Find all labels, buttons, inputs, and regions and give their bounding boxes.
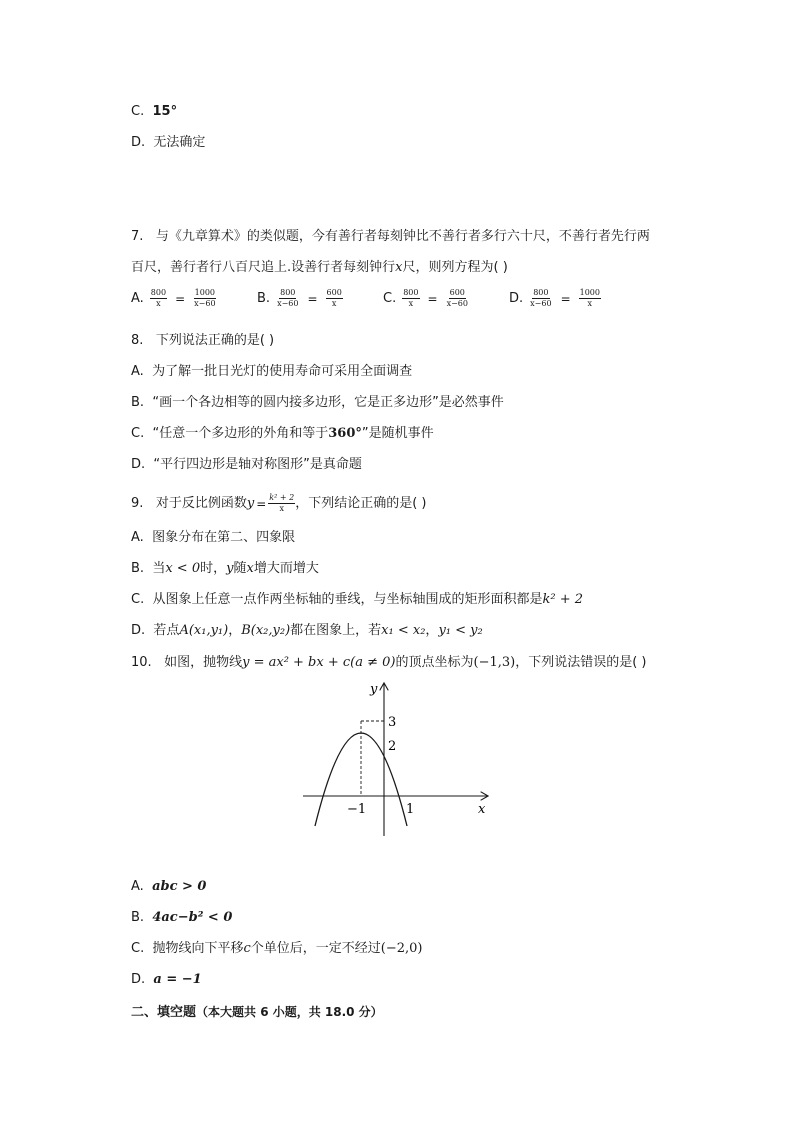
q10-stem: 10. 如图，抛物线y = ax² + bx + c(a ≠ 0)的顶点坐标为(−1,3)，下列说法错误的是( ): [131, 655, 647, 670]
q8-option-b: B. “画一个各边相等的圆内接多边形，它是正多边形”是必然事件: [131, 395, 504, 410]
q7-option-c: C. $\frac{800}{x}$ = $\frac{600}{x-60}$: [383, 288, 468, 308]
q9-option-b: B. 当x < 0时，y随x增大而增大: [131, 561, 319, 576]
q7-option-a: A. $\frac{800}{x}$ = $\frac{1000}{x-60}$: [131, 288, 216, 308]
label-one: 1: [406, 802, 415, 817]
q7-stem-line2: 百尺，善行者行八百尺追上.设善行者每刻钟行x尺，则列方程为( ): [131, 260, 508, 275]
q8-option-d: D. “平行四边形是轴对称图形”是真命题: [131, 457, 362, 472]
q9-option-d: D. 若点A(x₁,y₁)，B(x₂,y₂)都在图象上，若x₁ < x₂，y₁ < y₂: [131, 623, 483, 638]
q8-option-c: C. “任意一个多边形的外角和等于360°”是随机事件: [131, 426, 434, 441]
q10-option-c: C. 抛物线向下平移c个单位后，一定不经过(−2,0): [131, 941, 423, 956]
q10-option-d: D. a = −1: [131, 972, 202, 987]
q8-stem: 8. 下列说法正确的是( ): [131, 333, 275, 348]
q9-option-c: C. 从图象上任意一点作两坐标轴的垂线，与坐标轴围成的矩形面积都是k² + 2: [131, 592, 584, 607]
q9-stem: 9. 对于反比例函数 y = $\frac{\text{k² + 2}}{x}$ ，下列结论正确的是( ): [131, 493, 427, 513]
q10-option-a: A. abc > 0: [131, 879, 207, 894]
label-neg-one: −1: [347, 802, 367, 817]
q7-option-d: D. $\frac{800}{x-60}$ = $\frac{1000}{x}$: [509, 288, 600, 308]
x-axis-label: x: [478, 802, 486, 817]
q7-stem-line1: 7. 与《九章算术》的类似题，今有善行者每刻钟比不善行者多行六十尺，不善行者先行两: [131, 229, 650, 244]
q10-option-b: B. 4ac−b² < 0: [131, 910, 233, 925]
q8-option-a: A. 为了解一批日光灯的使用寿命可采用全面调查: [131, 364, 413, 379]
q6-option-c: C. 15°: [131, 104, 178, 119]
section-2-heading: 二、填空题（本大题共 6 小题，共 18.0 分）: [131, 1005, 383, 1020]
q10-parabola-graph: [295, 678, 505, 843]
label-two: 2: [388, 739, 397, 754]
q9-option-a: A. 图象分布在第二、四象限: [131, 530, 296, 545]
label-three: 3: [388, 715, 397, 730]
q6-option-d: D. 无法确定: [131, 135, 206, 150]
y-axis-label: y: [370, 682, 378, 697]
q7-option-b: B. $\frac{800}{x-60}$ = $\frac{600}{x}$: [257, 288, 342, 308]
